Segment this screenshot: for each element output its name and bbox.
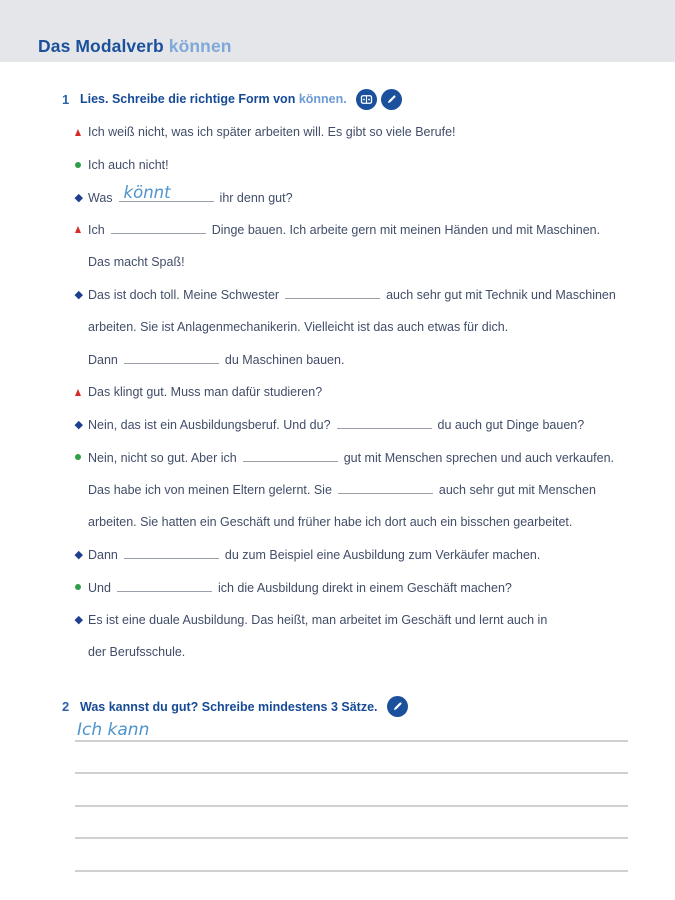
pencil-icon[interactable]	[381, 89, 402, 110]
dialogue-text: der Berufsschule.	[88, 645, 186, 660]
dialogue-text: Das ist doch toll. Meine Schwester auch sehr gut mit Technik und Maschinen	[88, 288, 616, 303]
fill-in-blank[interactable]	[124, 547, 219, 559]
dialogue	[75, 116, 635, 669]
dialogue-line	[75, 279, 635, 312]
dialogue-line	[75, 214, 635, 247]
dialogue-text: Dann du zum Beispiel eine Ausbildung zum Verkäufer machen.	[88, 548, 541, 563]
triangle-bullet-icon	[75, 226, 88, 233]
exercise2-number: 2	[62, 699, 70, 714]
exercise1-instruction-text: Lies. Schreibe die richtige Form von	[80, 92, 296, 106]
dialogue-text: arbeiten. Sie hatten ein Geschäft und früher habe ich dort auch ein bisschen gearbeitet.	[88, 515, 573, 530]
dialogue-line	[75, 376, 635, 409]
page-title-main: Das Modalverb	[38, 36, 164, 56]
diamond-bullet-icon	[75, 617, 88, 623]
exercise1-number: 1	[62, 91, 70, 107]
dialogue-text: Es ist eine duale Ausbildung. Das heißt, man arbeitet im Geschäft und lernt auch in	[88, 612, 548, 627]
exercise1-header	[62, 88, 635, 110]
page-title	[38, 36, 675, 57]
dialogue-line	[75, 181, 635, 214]
dialogue-text: Nein, das ist ein Ausbildungsberuf. Und du? du auch gut Dinge bauen?	[88, 418, 585, 433]
page-title-keyword: können	[168, 36, 232, 56]
circle-bullet-icon	[75, 162, 88, 168]
answer-line[interactable]	[75, 718, 628, 742]
fill-in-blank[interactable]	[243, 450, 338, 462]
dialogue-line	[75, 571, 635, 604]
page-header	[0, 0, 675, 62]
diamond-bullet-icon	[75, 292, 88, 298]
exercise2-icons	[387, 696, 408, 717]
dialogue-text: Das macht Spaß!	[88, 255, 185, 270]
fill-in-blank[interactable]	[285, 287, 380, 299]
dialogue-line	[75, 636, 635, 669]
worksheet-content	[0, 88, 675, 872]
dialogue-text: arbeiten. Sie ist Anlagenmechanikerin. Vielleicht ist das auch etwas für dich.	[88, 320, 509, 335]
dialogue-line	[75, 149, 635, 182]
dialogue-line	[75, 246, 635, 279]
answer-line[interactable]	[75, 839, 628, 872]
dialogue-text: Das klingt gut. Muss man dafür studieren?	[88, 385, 323, 400]
dialogue-text: Das habe ich von meinen Eltern gelernt. Sie auch sehr gut mit Menschen	[88, 483, 596, 498]
dialogue-text: Ich Dinge bauen. Ich arbeite gern mit meinen Händen und mit Maschinen.	[88, 223, 601, 238]
handwritten-answer: könnt	[123, 182, 171, 202]
answer-line[interactable]	[75, 807, 628, 840]
fill-in-blank[interactable]	[119, 182, 214, 202]
dialogue-line	[75, 604, 635, 637]
circle-bullet-icon	[75, 584, 88, 590]
fill-in-blank[interactable]	[111, 222, 206, 234]
exercise1-instruction-keyword: können.	[298, 92, 347, 106]
answer-lines	[75, 718, 635, 872]
answer-line[interactable]	[75, 774, 628, 807]
answer-line[interactable]	[75, 742, 628, 775]
dictionary-icon[interactable]	[356, 89, 377, 110]
dialogue-line	[75, 344, 635, 377]
fill-in-blank[interactable]	[337, 417, 432, 429]
dialogue-text: Nein, nicht so gut. Aber ich gut mit Menschen sprechen und auch verkaufen.	[88, 450, 615, 465]
dialogue-line	[75, 474, 635, 507]
exercise2-instruction: Was kannst du gut? Schreibe mindestens 3 Sätze.	[80, 699, 378, 714]
circle-bullet-icon	[75, 454, 88, 460]
pencil-icon[interactable]	[387, 696, 408, 717]
triangle-bullet-icon	[75, 129, 88, 136]
fill-in-blank[interactable]	[124, 352, 219, 364]
triangle-bullet-icon	[75, 389, 88, 396]
dialogue-line	[75, 409, 635, 442]
handwritten-answer: Ich kann	[77, 719, 150, 740]
dialogue-text: Ich auch nicht!	[88, 157, 169, 172]
dialogue-text: Was könnt ihr denn gut?	[88, 182, 293, 205]
diamond-bullet-icon	[75, 195, 88, 201]
dialogue-text: Dann du Maschinen bauen.	[88, 353, 345, 368]
dialogue-text: Und ich die Ausbildung direkt in einem Geschäft machen?	[88, 580, 512, 595]
dialogue-text: Ich weiß nicht, was ich später arbeiten will. Es gibt so viele Berufe!	[88, 125, 456, 140]
diamond-bullet-icon	[75, 422, 88, 428]
dialogue-line	[75, 311, 635, 344]
dialogue-line	[75, 506, 635, 539]
exercise1-instruction	[80, 92, 347, 106]
diamond-bullet-icon	[75, 552, 88, 558]
dialogue-line	[75, 539, 635, 572]
exercise1-icons	[356, 89, 402, 110]
dialogue-line	[75, 441, 635, 474]
fill-in-blank[interactable]	[117, 580, 212, 592]
dialogue-line	[75, 116, 635, 149]
fill-in-blank[interactable]	[338, 482, 433, 494]
exercise2-header	[62, 696, 635, 718]
